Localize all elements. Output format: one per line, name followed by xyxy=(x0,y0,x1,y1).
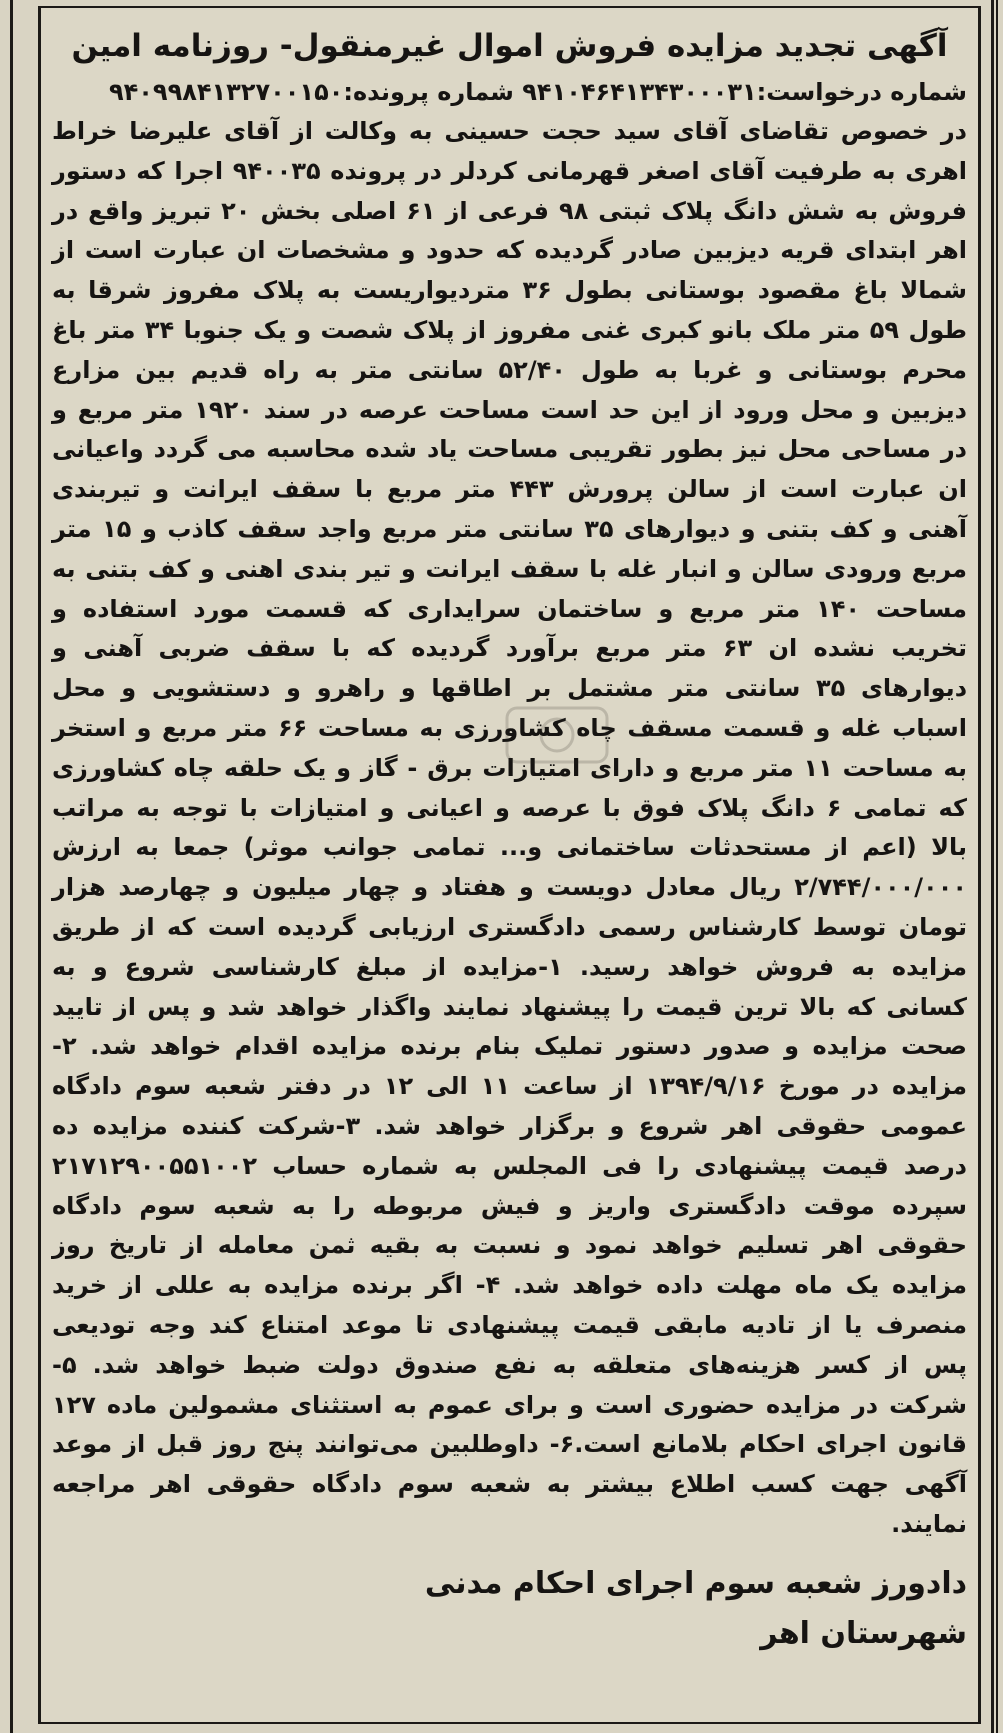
right-outer-rule xyxy=(996,0,998,1733)
signature-block xyxy=(52,1559,967,1659)
notice-content xyxy=(52,22,967,1659)
notice-title: آگهی تجدید مزایده فروش اموال غیرمنقول- روزنامه امین xyxy=(71,28,948,64)
request-number-line: شماره درخواست:۹۴۱۰۴۶۴۱۳۴۳۰۰۰۳۱ شماره پرونده:۹۴۰۹۹۸۴۱۳۲۷۰۰۱۵۰ xyxy=(108,78,967,106)
left-column-rule xyxy=(10,0,13,1733)
signature-line-1: دادورز شعبه سوم اجرای احکام مدنی xyxy=(424,1565,967,1601)
notice-body: در خصوص تقاضای آقای سید حجت حسینی به وکالت از آقای علیرضا خراط اهری به طرفیت آقای اصغر قهرمانی کردلر در پرونده ۹۴۰۰۳۵ اجرا که دستور فروش به شش دانگ پلاک ثبتی ۹۸ فرعی از ۶۱ اصلی بخش ۲۰ تبریز واقع در اهر ابتدای قریه دیزبین صادر گردیده که حدود و مشخصات ان عبارت است از شمالا باغ مقصود بوستانی بطول ۳۶ متردیواریست به پلاک مفروز شرقا به طول ۵۹ متر ملک بانو کبری غنی مفروز از پلاک شصت و یک جنوبا ۳۴ متر باغ محرم بوستانی و غربا به طول ۵۲/۴۰ سانتی متر به راه قدیم بین مزارع دیزبین و محل ورود از این حد است مساحت عرصه در سند ۱۹۲۰ متر مربع و در مساحی محل نیز بطور تقریبی مساحت یاد شده محاسبه می گردد واعیانی ان عبارت است از سالن پرورش ۴۴۳ متر مربع با سقف ایرانت و تیربندی آهنی و کف بتنی و دیوارهای ۳۵ سانتی متر مربع واجد سقف کاذب و ۱۵ متر مربع ورودی سالن و انبار غله با سقف ایرانت و تیر بندی اهنی و کف بتنی به مساحت ۱۴۰ متر مربع و ساختمان سرایداری که قسمت مورد استفاده و تخریب نشده ان ۶۳ متر مربع برآورد گردیده که با سقف ضربی آهنی و دیوارهای ۳۵ سانتی متر مشتمل بر اطاقها و راهرو و دستشویی و محل اسباب غله و قسمت مسقف چاه کشاورزی به مساحت ۶۶ متر مربع و استخر به مساحت ۱۱ متر مربع و دارای امتیازات برق - گاز و یک حلقه چاه کشاورزی که تمامی ۶ دانگ پلاک فوق با عرصه و اعیانی و امتیازات با توجه به مراتب بالا (اعم از مستحدثات ساختمانی و... تمامی جوانب موثر) جمعا به ارزش ۲/۷۴۴/۰۰۰/۰۰۰ ریال معادل دویست و هفتاد و چهار میلیون و چهارصد هزار تومان توسط کارشناس رسمی دادگستری ارزیابی گردیده است که از طریق مزایده به فروش خواهد رسید. ۱-مزایده از مبلغ کارشناسی شروع و به کسانی که بالا ترین قیمت را پیشنهاد نمایند واگذار خواهد شد و پس از تایید صحت مزایده و صدور دستور تملیک بنام برنده مزایده اقدام خواهد شد. ۲- مزایده در مورخ ۱۳۹۴/۹/۱۶ از ساعت ۱۱ الی ۱۲ در دفتر شعبه سوم دادگاه عمومی حقوقی اهر شروع و برگزار خواهد شد. ۳-شرکت کننده مزایده ده درصد قیمت پیشنهادی را فی المجلس به شماره حساب ۲۱۷۱۲۹۰۰۵۵۱۰۰۲ سپرده موقت دادگستری واریز و فیش مربوطه را به شعبه سوم دادگاه حقوقی اهر تسلیم خواهد نمود و نسبت به بقیه ثمن معامله از تاریخ روز مزایده یک ماه مهلت داده خواهد شد. ۴- اگر برنده مزایده به عللی از خرید منصرف یا از تادیه مابقی قیمت پیشنهادی تا موعد امتناع کند وجه تودیعی پس از کسر هزینه‌های متعلقه به نفع صندوق دولت ضبط خواهد شد. ۵- شرکت در مزایده حضوری است و برای عموم به استثنای مشمولین ماده ۱۲۷ قانون اجرای احکام بلامانع است.۶- داوطلبین می‌توانند پنج روز قبل از موعد آگهی جهت کسب اطلاع بیشتر به شعبه سوم دادگاه حقوقی اهر مراجعه نمایند. xyxy=(52,117,968,1538)
right-column-rule xyxy=(991,0,994,1733)
signature-line-2: شهرستان اهر xyxy=(760,1615,967,1651)
